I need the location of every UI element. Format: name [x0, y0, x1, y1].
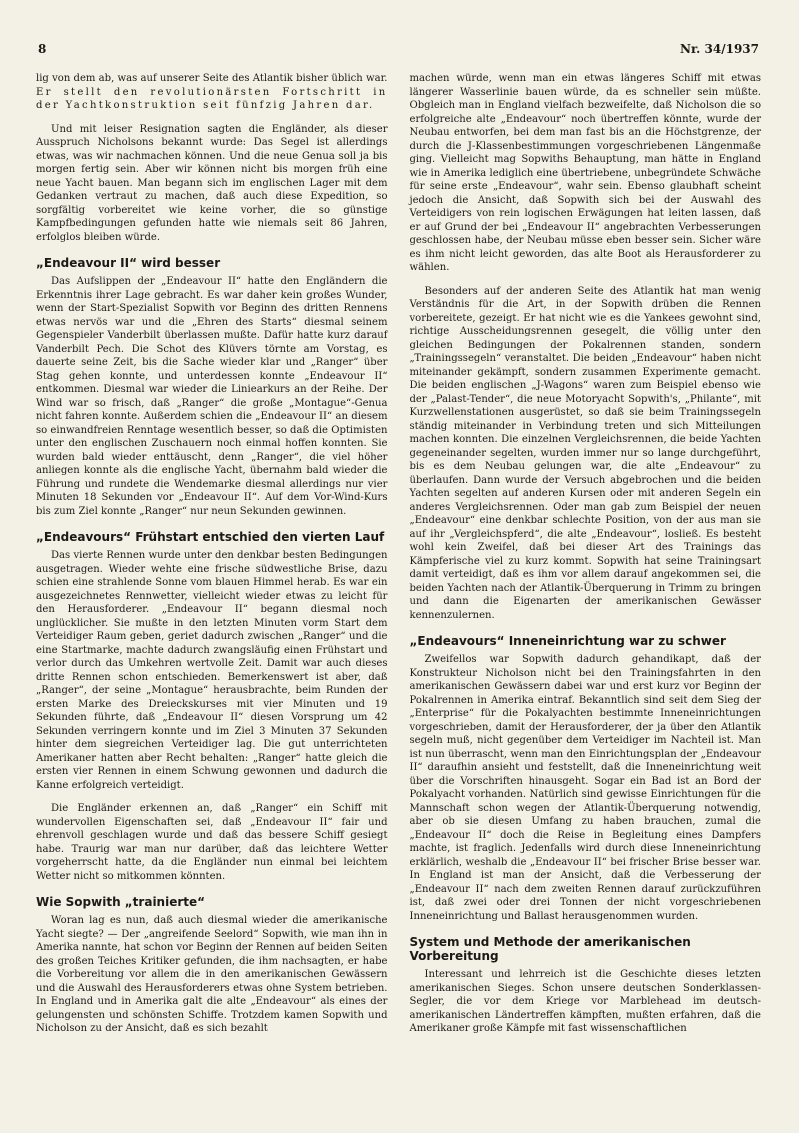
section-heading — [36, 256, 388, 270]
paragraph — [410, 285, 762, 623]
paragraph — [36, 914, 388, 1036]
paragraph — [36, 72, 388, 113]
paragraph — [36, 549, 388, 792]
section-heading — [410, 935, 762, 963]
section-heading — [36, 530, 388, 544]
paragraph-text: Die Engländer erkennen an, daß „Ranger“ ein Schiff mit wundervollen Eigenschaften sei, daß „Endeavour II“ fair und ehrenvoll geschlagen wurde und daß das bessere Schiff gesiegt habe. Traurig war man nur darüber, daß das leichtere Wetter vorgeherrscht hatte, da die Engländer nun einmal bei leichtem Wetter nicht so mitkommen könnten. — [36, 803, 388, 882]
spaced-emphasis-text: Er stellt den revolutionärsten Fortschritt in der Yachtkonstruktion seit fünfzig Jahren dar. — [36, 86, 388, 111]
paragraph — [36, 802, 388, 883]
paragraph-text: machen würde, wenn man ein etwas längeres Schiff mit etwas längerer Wasserlinie bauen würde, da es schneller sein müßte. Obgleich man in England vielfach bezweifelte, daß Nicholson die so erfolgreiche alte „Endeavour“ noch übertreffen könnte, wurde der Neubau entworfen, bei dem man fast bis an die Höchstgrenze, der durch die J-Klassenbestimmungen vorgeschriebenen Längenmaße ging. Vielleicht mag Sopwiths Behauptung, man hätte in England wie in Amerika lediglich eine übertriebene, unbegründete Schwäche für seine erste „Endeavour“, wahr sein. Ebenso glaubhaft scheint jedoch die Ansicht, daß Sopwith sich bei der Auswahl des Verteidigers von rein logischen Erwägungen hat leiten lassen, daß er auf Grund der bei „Endeavour II“ angebrachten Verbesserungen geschlossen habe, der Neubau müsse eben besser sein. Sicher wäre es ihm nicht leicht geworden, das alte Boot als Herausforderer zu wählen. — [409, 73, 761, 273]
paragraph-text: „Endeavour II“ wird besser — [36, 256, 221, 270]
paragraph — [36, 275, 388, 518]
paragraph-text: Woran lag es nun, daß auch diesmal wieder die amerikanische Yacht siegte? — Der „angreifende Seelord“ Sopwith, wie man ihn in Amerika nannte, hat schon vor Beginn der Rennen auf beiden Seiten des großen Teiches Kritiker gefunden, die ihm nachsagten, er habe die Vorbereitung vor allem die in den amerikanischen Gewässern und die Auswahl des Herausforderers etwas ohne System betrieben. In England und in Amerika galt die alte „Endeavour“ als eines der gelungensten und schönsten Schiffe. Trotzdem kamen Sopwith und Nicholson zu der Ansicht, daß es sich bezahlt — [36, 915, 388, 1034]
issue-number: Nr. 34/1937 — [679, 42, 759, 56]
paragraph-text: Und mit leiser Resignation sagten die Engländer, als dieser Ausspruch Nicholsons bekannt wurde: Das Segel ist allerdings etwas, was wir nachmachen können. Und die neue Genua soll ja bis morgen fertig sein. Aber wir können nicht bis morgen früh eine neue Yacht bauen. Man begann sich im englischen Lager mit dem Gedanken vertraut zu machen, daß auch diese Expedition, so sorgfältig vorbereitet wie keine vorher, die so günstige Kampfbedingungen gefunden hatte wie niemals seit 86 Jahren, erfolglos bleiben würde. — [36, 123, 388, 243]
article-columns — [36, 72, 761, 1036]
paragraph-text: „Endeavours“ Frühstart entschied den vierten Lauf — [36, 530, 385, 544]
paragraph — [410, 653, 762, 923]
paragraph-text: Das vierte Rennen wurde unter den denkbar besten Bedingungen ausgetragen. Wieder wehte eine frische südwestliche Brise, dazu schien eine strahlende Sonne vom blauen Himmel herab. Es war ein ausgezeichnetes Rennwetter, vielleicht wieder etwas zu leicht für den Herausforderer. „Endeavour II“ begann diesmal noch unglücklicher. Sie mußte in den letzten Minuten vorm Start dem Verteidiger Raum geben, geriet dadurch zwischen „Ranger“ und die eine Startmarke, machte dadurch zwangsläufig einen Frühstart und verlor durch das Umkehren wertvolle Zeit. Damit war auch dieses dritte Rennen schon entschieden. Bemerkenswert ist aber, daß „Ranger“, der seine „Montague“ herausbrachte, beim Runden der ersten Marke des Dreieckskurses mit vier Minuten und 19 Sekunden führte, daß „Endeavour II“ diesen Vorsprung um 42 Sekunden verringern konnte und im Ziel 3 Minuten 37 Sekunden hinter dem siegreichen Verteidiger lag. Die gut unterrichteten Amerikaner hatten aber Recht behalten: „Ranger“ hatte gleich die ersten vier Rennen in einem Schwung gewonnen und dadurch die Kanne erfolgreich verteidigt. — [36, 550, 388, 791]
left-column — [36, 72, 388, 1036]
paragraph-text: Zweifellos war Sopwith dadurch gehandikapt, daß der Konstrukteur Nicholson nicht bei den Trainingsfahrten in den amerikanischen Gewässern dabei war und erst kurz vor Beginn der Pokalrennen in Amerika eintraf. Bekanntlich sind seit dem Sieg der „Enterprise“ für die Pokalyachten bestimmte Inneneinrichtungen vorgeschrieben, damit der Herausforderer, der ja über den Atlantik segeln muß, nicht gegenüber dem Verteidiger im Nachteil ist. Man ist nun überrascht, wenn man den Einrichtungsplan der „Endeavour II“ daraufhin ansieht und feststellt, daß die Inneneinrichtung weit über die Vorschriften hinausgeht. Sogar ein Bad ist an Bord der Pokalyacht vorhanden. Natürlich sind gewisse Einrichtungen für die Mannschaft schon wegen der Atlantik-Überquerung notwendig, aber ob sie diesen Umfang zu haben brauchen, zumal die „Endeavour II“ doch die Reise in Begleitung eines Dampfers machte, ist fraglich. Jedenfalls wird durch diese Inneneinrichtung erklärlich, weshalb die „Endeavour II“ bei frischer Brise besser war. In England ist man der Ansicht, daß die Verbesserung der „Endeavour II“ nach dem zweiten Rennen darauf zurückzuführen ist, daß zwei oder drei Tonnen der nicht vorgeschriebenen Inneneinrichtung und Ballast herausgenommen wurden. — [409, 654, 761, 922]
page-header — [36, 42, 761, 56]
paragraph-text: Das Aufslippen der „Endeavour II“ hatte den Engländern die Erkenntnis ihrer Lage gebracht. Es war daher kein großes Wunder, wenn der Start-Spezialist Sopwith vor Beginn des dritten Rennens etwas nervös war und die „Ehren des Starts“ diesmal seinem Gegenspieler Vanderbilt überlassen mußte. Dafür hatte kurz darauf Vanderbilt Pech. Die Schot des Klüvers törnte am Vorstag, es dauerte seine Zeit, bis die Sache wieder klar und „Ranger“ über Stag gehen konnte, und unterdessen konnte „Endeavour II“ entkommen. Diesmal war wieder die Liniearkurs an der Reihe. Der Wind war so frisch, daß „Ranger“ die große „Montague“-Genua nicht fahren konnte. Außerdem schien die „Endeavour II“ an diesem so einwandfreien Renntage wesentlich besser, so daß die Optimisten unter den englischen Zuschauern noch einmal hoffen konnten. Sie wurden bald wieder enttäuscht, denn „Ranger“, die viel höher anliegen konnte als die englische Yacht, übernahm bald wieder die Führung und rundete die Wendemarke diesmal allerdings nur vier Minuten 18 Sekunden vor „Endeavour II“. Auf dem Vor-Wind-Kurs bis zum Ziel konnte „Ranger“ nur neun Sekunden gewinnen. — [36, 276, 388, 517]
right-column — [410, 72, 762, 1036]
paragraph-text: Interessant und lehrreich ist die Geschichte dieses letzten amerikanischen Sieges. Schon unsere deutschen Sonderklassen-Segler, die vor dem Kriege vor Marblehead im deutsch-amerikanischen Ländertreffen kämpften, mußten erfahren, daß die Amerikaner große Kämpfe mit fast wissenschaftlichen — [409, 969, 761, 1034]
paragraph — [410, 72, 762, 275]
paragraph — [36, 123, 388, 245]
paragraph-text: lig von dem ab, was auf unserer Seite des Atlantik bisher üblich war. — [36, 73, 388, 84]
page-number: 8 — [38, 42, 47, 56]
paragraph-text: Wie Sopwith „trainierte“ — [36, 895, 206, 909]
paragraph — [410, 968, 762, 1036]
paragraph-text: System und Methode der amerikanischen Vorbereitung — [409, 935, 691, 963]
section-heading — [36, 895, 388, 909]
section-heading — [410, 634, 762, 648]
paragraph-text: „Endeavours“ Inneneinrichtung war zu schwer — [409, 634, 726, 648]
paragraph-text: Besonders auf der anderen Seite des Atlantik hat man wenig Verständnis für die Art, in der Sopwith drüben die Rennen vorbereitete, gezeigt. Er hat nicht wie es die Yankees gewohnt sind, richtige Ausscheidungsrennen gesegelt, die völlig unter den gleichen Bedingungen der Pokalrennen standen, sondern „Trainingssegeln“ veranstaltet. Die beiden „Endeavour“ haben nicht miteinander gekämpft, sondern zusammen Experimente gemacht. Die beiden englischen „J-Wagons“ waren zum Beispiel ebenso wie der „Palast-Tender“, die neue Motoryacht Sopwith's, „Philante“, mit Kurzwellenstationen ausgerüstet, so daß sie beim Trainingssegeln ständig miteinander in Verbindung treten und sich Mitteilungen machen konnten. Die einzelnen Vergleichsrennen, die beide Yachten gegeneinander segelten, wurden immer nur so lange durchgeführt, bis es dem Neubau gelungen war, die alte „Endeavour“ zu überlaufen. Dann wurde der Versuch abgebrochen und die beiden Yachten segelten auf anderen Kursen oder mit anderen Segeln ein anderes Vergleichsrennen. Oder man gab zum Beispiel der neuen „Endeavour“ eine denkbar schlechte Position, von der aus man sie auf ihr „Vergleichspferd“, die alte „Endeavour“, losließ. Es besteht wohl kein Zweifel, daß bei dieser Art des Trainings das Kämpferische viel zu kurz kommt. Sopwith hat seine Trainingsart damit verteidigt, daß es ihm vor allem darauf angekommen sei, die beiden Yachten nach der Atlantik-Überquerung in Trimm zu bringen und dann die Eigenarten der amerikanischen Gewässer kennenzulernen. — [409, 285, 761, 621]
